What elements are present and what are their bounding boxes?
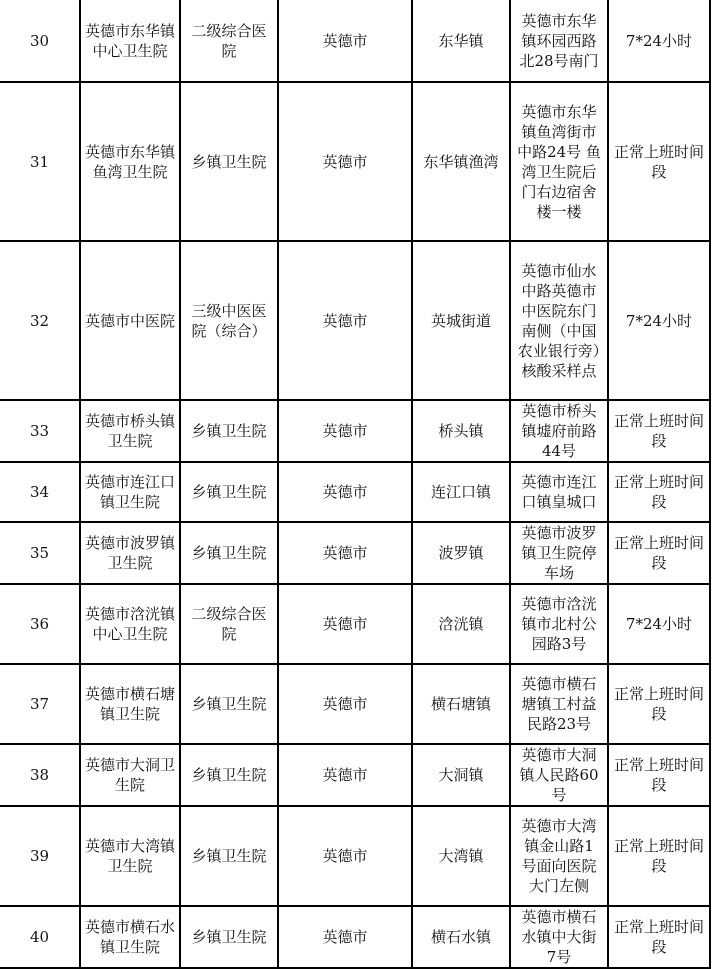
table-row [0,584,710,664]
town: 大洞镇 [412,744,510,806]
institution-name: 英德市连江口镇卫生院 [80,462,180,522]
address: 英德市波罗镇卫生院停车场 [510,522,608,584]
town: 浛洸镇 [412,584,510,664]
city: 英德市 [278,906,412,968]
table-row [0,462,710,522]
service-hours: 7*24小时 [608,0,710,82]
address: 英德市浛洸镇市北村公园路3号 [510,584,608,664]
city: 英德市 [278,744,412,806]
row-number: 38 [0,744,80,806]
institution-name: 英德市东华镇中心卫生院 [80,0,180,82]
institution-name: 英德市大洞卫生院 [80,744,180,806]
institution-name: 英德市大湾镇卫生院 [80,806,180,906]
service-hours: 正常上班时间段 [608,462,710,522]
town: 东华镇渔湾 [412,82,510,241]
row-number: 35 [0,522,80,584]
service-hours: 正常上班时间段 [608,806,710,906]
institution-name: 英德市横石水镇卫生院 [80,906,180,968]
address: 英德市大湾镇金山路1号面向医院大门左侧 [510,806,608,906]
table-row [0,664,710,744]
table-row [0,906,710,968]
town: 大湾镇 [412,806,510,906]
institution-level: 乡镇卫生院 [180,664,278,744]
city: 英德市 [278,584,412,664]
institution-name: 英德市波罗镇卫生院 [80,522,180,584]
city: 英德市 [278,241,412,400]
service-hours: 7*24小时 [608,584,710,664]
institution-name: 英德市浛洸镇中心卫生院 [80,584,180,664]
town: 英城街道 [412,241,510,400]
institution-level: 乡镇卫生院 [180,906,278,968]
institution-level: 三级中医医院（综合） [180,241,278,400]
city: 英德市 [278,400,412,462]
row-number: 39 [0,806,80,906]
table-row [0,400,710,462]
institution-name: 英德市中医院 [80,241,180,400]
city: 英德市 [278,462,412,522]
town: 横石塘镇 [412,664,510,744]
address: 英德市横石水镇中大街7号 [510,906,608,968]
service-hours: 正常上班时间段 [608,906,710,968]
service-hours: 7*24小时 [608,241,710,400]
institution-level: 二级综合医院 [180,584,278,664]
service-hours: 正常上班时间段 [608,400,710,462]
table-row [0,806,710,906]
table-row [0,522,710,584]
institution-level: 乡镇卫生院 [180,744,278,806]
city: 英德市 [278,806,412,906]
table-row [0,0,710,82]
row-number: 40 [0,906,80,968]
city: 英德市 [278,0,412,82]
institution-level: 乡镇卫生院 [180,806,278,906]
institution-level: 乡镇卫生院 [180,522,278,584]
institution-level: 乡镇卫生院 [180,462,278,522]
service-hours: 正常上班时间段 [608,522,710,584]
row-number: 30 [0,0,80,82]
town: 横石水镇 [412,906,510,968]
town: 桥头镇 [412,400,510,462]
row-number: 37 [0,664,80,744]
row-number: 33 [0,400,80,462]
row-number: 34 [0,462,80,522]
city: 英德市 [278,522,412,584]
service-hours: 正常上班时间段 [608,744,710,806]
table-row [0,744,710,806]
address: 英德市桥头镇墟府前路44号 [510,400,608,462]
address: 英德市大洞镇人民路60号 [510,744,608,806]
institution-name: 英德市桥头镇卫生院 [80,400,180,462]
town: 连江口镇 [412,462,510,522]
table-row [0,82,710,241]
city: 英德市 [278,664,412,744]
institution-level: 二级综合医院 [180,0,278,82]
address: 英德市仙水中路英德市中医院东门南侧（中国农业银行旁）核酸采样点 [510,241,608,400]
service-hours: 正常上班时间段 [608,82,710,241]
institution-level: 乡镇卫生院 [180,400,278,462]
address: 英德市东华镇鱼湾街市中路24号 鱼湾卫生院后门右边宿舍楼一楼 [510,82,608,241]
town: 波罗镇 [412,522,510,584]
city: 英德市 [278,82,412,241]
address: 英德市横石塘镇工村益民路23号 [510,664,608,744]
row-number: 31 [0,82,80,241]
institution-name: 英德市东华镇鱼湾卫生院 [80,82,180,241]
institution-name: 英德市横石塘镇卫生院 [80,664,180,744]
address: 英德市连江口镇皇城口 [510,462,608,522]
address: 英德市东华镇环园西路北28号南门 [510,0,608,82]
row-number: 32 [0,241,80,400]
service-hours: 正常上班时间段 [608,664,710,744]
table-row [0,241,710,400]
town: 东华镇 [412,0,510,82]
institution-level: 乡镇卫生院 [180,82,278,241]
row-number: 36 [0,584,80,664]
